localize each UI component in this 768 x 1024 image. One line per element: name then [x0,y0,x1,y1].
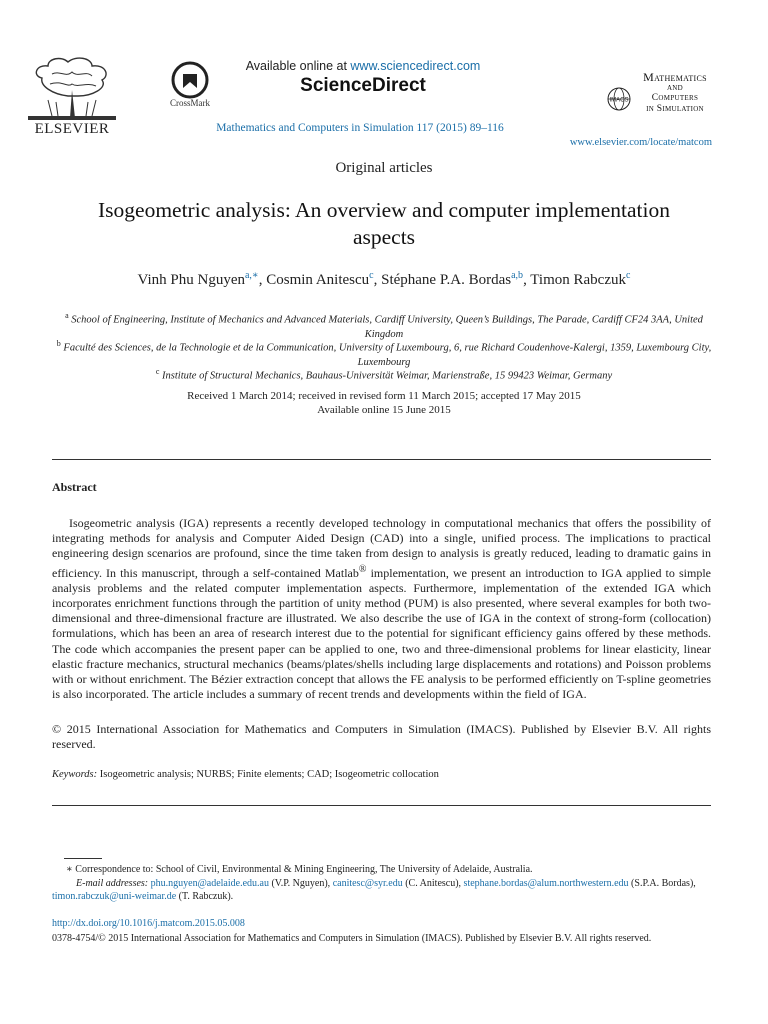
footnote-rule [64,858,102,859]
abstract-heading: Abstract [52,480,97,494]
available-prefix: Available online at [245,59,351,73]
email-owner: (C. Anitescu), [402,878,464,889]
author-separator: , [258,272,267,288]
author-affiliation-mark[interactable]: a,∗ [244,270,259,281]
email-owner: (V.P. Nguyen), [268,878,333,889]
received-dates: Received 1 March 2014; received in revised form 11 March 2015; accepted 17 May 2015 [187,390,581,402]
email-link[interactable]: phu.nguyen@adelaide.edu.au [150,878,269,889]
email-owner: (S.P.A. Bordas), [628,878,696,889]
author-name: Timon Rabczuk [530,272,626,288]
journal-brand [604,72,716,132]
journal-reference-link[interactable]: Mathematics and Computers in Simulation 117 (2015) 89–116 [216,122,504,134]
divider [52,805,711,806]
journal-homepage-link[interactable]: www.elsevier.com/locate/matcom [569,137,712,148]
author-name: Cosmin Anitescu [266,272,370,288]
email-owner: (T. Rabczuk). [176,891,234,902]
author-separator: , [373,272,382,288]
affiliation-c [50,365,718,384]
registered-mark: ® [358,563,367,575]
sciencedirect-link[interactable]: www.sciencedirect.com [350,59,481,73]
brand-line-3: Computers [651,93,699,103]
affiliation-text: Institute of Structural Mechanics, Bauhaus-Universität Weimar, Marienstraße, 15 99423 Weimar, Germany [162,370,613,382]
brand-line-2: and [666,82,684,93]
brand-line-4: in Simulation [646,103,704,114]
affiliation-mark: a [65,311,69,320]
journal-brand-text [634,72,716,114]
email-label: E-mail addresses: [76,878,149,889]
affiliation-mark: b [56,339,61,348]
author-name: Vinh Phu Nguyen [137,272,245,288]
available-online-line [228,59,498,73]
email-link[interactable]: stephane.bordas@alum.northwestern.edu [463,878,629,889]
article-title: Isogeometric analysis: An overview and computer implementation aspects [98,198,670,249]
divider [52,459,711,460]
available-online-date: Available online 15 June 2015 [317,404,451,416]
abstract-copyright: © 2015 International Association for Mathematics and Computers in Simulation (IMACS). Published by Elsevier B.V. All rights reserved. [52,722,711,752]
keywords-text: Isogeometric analysis; NURBS; Finite elements; CAD; Isogeometric collocation [97,769,439,780]
imacs-label: IMACS [609,97,629,104]
affiliation-mark: c [155,367,160,376]
abstract-text-part2: implementation, we present an introduction to IGA applied to simple analysis problems and the related computer implementation aspects. Furthermore, implementation of the extended IGA which incorporates enrichment functions through the partition of unity method (PUM) is also presented, where several examples for both two-dimensional and three-dimensional fracture are illustrated. We also describe the use of IGA in the context of strong-form (collocation) formulations, which has been an area of research interest due to the potential for significant efficiency gains offered by these methods. The code which accompanies the present paper can be applied to one, two and three-dimensional problems for linear elasticity, linear elastic fracture mechanics, structural mechanics (beams/plates/shells including large displacements and rotations) and Poisson problems with or without enrichment. The Bézier extraction concept that allows the FE analysis to be performed efficiently on T-spline geometries is also incorporated. The article includes a summary of recent trends and developments within the field of IGA. [52,565,711,702]
author-affiliation-mark[interactable]: c [369,270,374,281]
email-link[interactable]: canitesc@syr.edu [332,878,403,889]
correspondence-footnote: ∗ Correspondence to: School of Civil, Environmental & Mining Engineering, The University of Adelaide, Australia. [66,864,533,875]
brand-line-1: Mathematics [643,70,707,84]
imacs-globe-icon [606,86,632,112]
doi-link[interactable]: http://dx.doi.org/10.1016/j.matcom.2015.05.008 [52,918,245,929]
author-name: Stéphane P.A. Bordas [381,272,512,288]
author-affiliation-mark[interactable]: a,b [511,270,524,281]
publisher-name: ELSEVIER [34,121,110,137]
abstract-body [52,516,711,702]
email-link[interactable]: timon.rabczuk@uni-weimar.de [52,891,177,902]
keywords-label: Keywords: [52,769,98,780]
crossmark-label: CrossMark [170,98,210,108]
sciencedirect-wordmark: ScienceDirect [300,75,426,96]
email-footnote [52,877,712,903]
affiliation-text: School of Engineering, Institute of Mechanics and Advanced Materials, Cardiff University, Queen’s Buildings, The Parade, Cardiff CF24 3AA, United Kingdom [71,314,703,340]
author-affiliation-mark[interactable]: c [626,270,631,281]
author-list [0,270,768,289]
author-separator: , [523,272,531,288]
affiliation-text: Faculté des Sciences, de la Technologie et de la Communication, University of Luxembourg, 6, rue Richard Coudenhove-Kalergi, 1359, Luxembourg City, Luxembourg [63,342,712,368]
abstract-text-part1: Isogeometric analysis (IGA) represents a recently developed technology in computational mechanics that offers the possibility of integrating methods for analysis and Computer Aided Design (CAD) into a single, unified process. The implications to practical engineering design scenarios are profound, since the time taken from design to analysis is greatly reduced, leading to dramatic gains in efficiency. In this manuscript, through a self-contained Matlab [52,516,711,580]
keywords-line [52,769,711,780]
article-section: Original articles [335,160,433,176]
issn-copyright: 0378-4754/© 2015 International Association for Mathematics and Computers in Simulation (IMACS). Published by Elsevier B.V. All rights reserved. [52,933,652,944]
